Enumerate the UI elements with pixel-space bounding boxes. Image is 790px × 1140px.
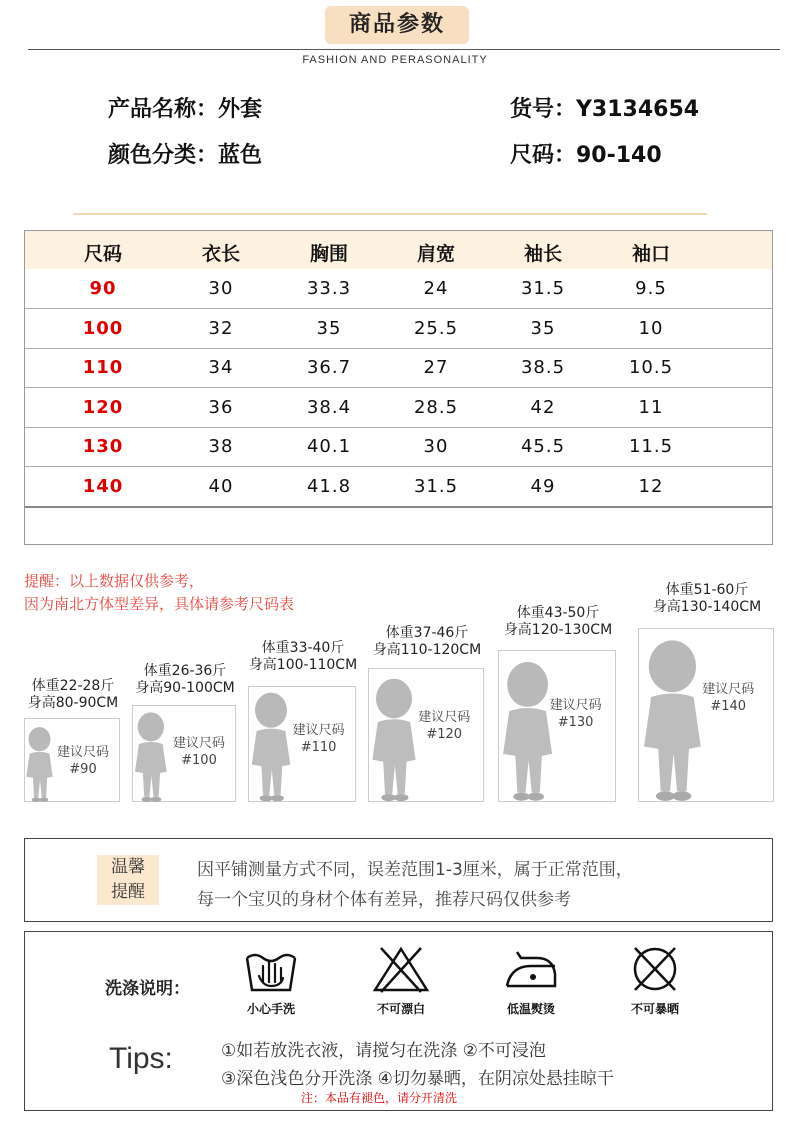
height-range: 身高90-100CM: [135, 680, 235, 696]
wash-icon-label: 小心手洗: [246, 1002, 295, 1016]
suggested-size-value: #130: [557, 714, 594, 730]
wash-item: [361, 944, 441, 1017]
product-name: 产品名称：外套: [108, 97, 263, 122]
table-cell: 30: [208, 278, 234, 299]
weight-range: 体重33-40斤: [261, 640, 345, 656]
table-header: [25, 231, 772, 269]
table-cell: 38.4: [306, 396, 352, 418]
table-cell: 45.5: [520, 436, 566, 457]
height-range: 身高80-90CM: [27, 695, 119, 711]
size-card-label: [634, 582, 780, 616]
suggested-size-label: 建议尺码: [418, 710, 471, 726]
table-cell: 38.5: [520, 357, 566, 378]
size-cell: 100: [82, 317, 124, 339]
item-number: 货号：Y3134654: [510, 97, 700, 122]
size-card-label: [364, 625, 490, 659]
hand-wash-icon: [241, 944, 301, 994]
suggested-size-label: 建议尺码: [292, 722, 345, 738]
table-row: [25, 467, 772, 508]
size-card-label: [244, 640, 362, 674]
size-cell: 110: [82, 357, 124, 378]
table-cell: 27: [423, 357, 449, 378]
table-row: [25, 388, 772, 428]
wash-item: [231, 944, 311, 1017]
page-title: 商品参数: [325, 6, 469, 44]
weight-range: 体重51-60斤: [665, 582, 749, 598]
reminder-line: 因为南北方体型差异，具体请参考尺码表: [24, 595, 295, 613]
weight-range: 体重26-36斤: [143, 663, 227, 679]
size-range: 尺码：90-140: [510, 143, 662, 168]
weight-range: 体重37-46斤: [385, 625, 469, 641]
suggested-size-value: #140: [710, 699, 747, 715]
suggested-size: [167, 735, 231, 769]
no-sun-icon: [625, 944, 685, 994]
page-subtitle: FASHION AND PERASONALITY: [302, 54, 488, 66]
suggested-size-value: #120: [426, 727, 463, 743]
weight-range: 体重22-28斤: [31, 678, 115, 694]
table-cell: 49: [530, 475, 556, 497]
low-iron-icon: [501, 944, 561, 994]
tips-heading: Tips:: [109, 1042, 173, 1075]
suggested-size-value: #100: [181, 753, 217, 769]
table-cell: 24: [423, 278, 449, 299]
tip-tag: [97, 855, 159, 905]
child-silhouette-icon: [637, 638, 708, 803]
suggested-size: [687, 681, 769, 715]
wash-icon-label: 低温熨烫: [506, 1002, 555, 1016]
table-row: [25, 427, 772, 467]
suggested-size-value: #90: [69, 762, 97, 778]
table-cell: 34: [208, 357, 234, 378]
table-cell: 33.3: [306, 278, 352, 299]
table-cell: 9.5: [635, 278, 667, 299]
table-cell: 25.5: [413, 317, 459, 339]
size-card: [132, 705, 236, 802]
table-cell: 11.5: [628, 436, 674, 457]
wash-box: [24, 931, 773, 1111]
size-card: [248, 686, 356, 802]
height-range: 身高100-110CM: [248, 657, 358, 673]
table-cell: 41.8: [306, 475, 352, 497]
size-card-label: [494, 605, 622, 639]
height-range: 身高110-120CM: [372, 642, 482, 658]
tip-tag-line: 温馨: [111, 857, 145, 877]
column-header: 肩宽: [416, 243, 455, 265]
size-card: [368, 668, 484, 802]
child-silhouette-icon: [497, 660, 558, 803]
size-cell: 120: [82, 396, 124, 418]
wash-title: 洗涤说明：: [105, 979, 190, 999]
table-cell: 35: [316, 317, 342, 339]
tips-line: ①如若放洗衣液，请搅匀在洗涤 ②不可浸泡: [221, 1041, 546, 1061]
weight-range: 体重43-50斤: [516, 605, 600, 621]
suggested-size: [286, 722, 351, 756]
suggested-size-label: 建议尺码: [172, 736, 225, 752]
tip-box: [24, 838, 773, 922]
table-cell: 10: [638, 317, 664, 339]
size-card: [638, 628, 774, 802]
reminder-line: 提醒：以上数据仅供参考，: [24, 572, 205, 590]
tips-line: ③深色浅色分开洗涤 ④切勿暴晒，在阴凉处悬挂晾干: [221, 1069, 614, 1089]
height-range: 身高130-140CM: [652, 599, 762, 615]
child-silhouette-icon: [131, 711, 171, 803]
column-header: 袖口: [631, 243, 670, 265]
size-card-label: [20, 678, 126, 712]
table-cell: 10.5: [628, 357, 674, 378]
table-cell: 28.5: [413, 396, 459, 418]
info-divider: [73, 213, 707, 215]
table-cell: 32: [208, 317, 234, 339]
size-cell: 140: [82, 475, 124, 497]
tip-text: 每一个宝贝的身材个体有差异，推荐尺码仅供参考: [197, 890, 571, 910]
suggested-size-label: 建议尺码: [702, 682, 755, 698]
size-cell: 90: [89, 278, 117, 299]
suggested-size: [540, 697, 611, 731]
size-card-label: [128, 663, 242, 697]
table-cell: 11: [638, 396, 664, 418]
size-card: [498, 650, 616, 802]
size-table: [24, 230, 773, 545]
suggested-size: [409, 709, 479, 743]
column-header: 尺码: [83, 243, 122, 265]
tips-note: 注：本品有褪色，请分开清洗: [301, 1091, 458, 1105]
no-bleach-icon: [371, 944, 431, 994]
table-cell: 40.1: [306, 436, 352, 457]
suggested-size-label: 建议尺码: [56, 745, 109, 761]
wash-icon-label: 不可漂白: [376, 1002, 425, 1016]
column-header: 衣长: [201, 243, 240, 265]
suggested-size-label: 建议尺码: [549, 697, 602, 713]
table-cell: 36: [208, 396, 234, 418]
size-cell: 130: [82, 436, 124, 457]
table-cell: 36.7: [306, 357, 352, 378]
table-cell: 38: [208, 436, 234, 457]
column-header: 胸围: [309, 243, 348, 265]
table-cell: 31.5: [520, 278, 566, 299]
table-cell: 42: [530, 396, 556, 418]
header-divider: [28, 49, 780, 50]
table-cell: 12: [638, 475, 664, 497]
table-row: [25, 269, 772, 309]
height-range: 身高120-130CM: [503, 622, 613, 638]
table-row: [25, 309, 772, 349]
suggested-size-value: #110: [300, 739, 337, 755]
table-cell: 35: [530, 317, 556, 339]
table-row: [25, 348, 772, 388]
table-cell: 30: [423, 436, 449, 457]
wash-icon-label: 不可暴晒: [630, 1002, 679, 1016]
tip-tag-line: 提醒: [111, 882, 145, 902]
table-cell: 31.5: [413, 475, 459, 497]
size-card: [24, 718, 120, 802]
color-category: 颜色分类：蓝色: [108, 143, 263, 168]
suggested-size: [51, 744, 115, 778]
wash-item: [491, 944, 571, 1017]
table-cell: 40: [208, 475, 234, 497]
tip-text: 因平铺测量方式不同，误差范围1-3厘米，属于正常范围，: [197, 860, 633, 880]
wash-item: [615, 944, 695, 1017]
column-header: 袖长: [523, 243, 562, 265]
